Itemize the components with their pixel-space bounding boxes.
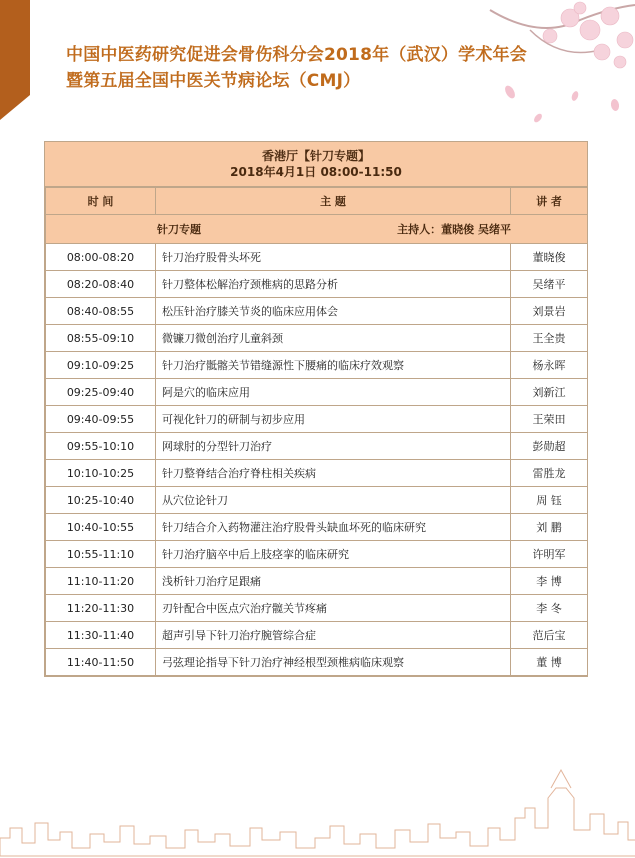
venue-title: 香港厅【针刀专题】 <box>261 149 370 163</box>
row-speaker: 杨永晖 <box>511 352 588 379</box>
row-speaker: 周 钰 <box>511 487 588 514</box>
row-speaker: 李 冬 <box>511 595 588 622</box>
row-speaker: 雷胜龙 <box>511 460 588 487</box>
table-row <box>46 595 588 622</box>
row-speaker: 王荣田 <box>511 406 588 433</box>
row-time: 08:40-08:55 <box>46 298 156 325</box>
row-speaker: 刘景岩 <box>511 298 588 325</box>
section-chair: 主持人：董晓俊 吴绪平 <box>397 223 511 236</box>
column-header-time: 时 间 <box>46 188 156 215</box>
row-speaker: 董晓俊 <box>511 244 588 271</box>
row-time: 08:55-09:10 <box>46 325 156 352</box>
row-topic: 网球肘的分型针刀治疗 <box>156 433 511 460</box>
row-time: 10:10-10:25 <box>46 460 156 487</box>
city-skyline-decoration <box>0 768 635 858</box>
table-row <box>46 568 588 595</box>
section-name: 针刀专题 <box>157 223 201 236</box>
row-speaker: 董 博 <box>511 649 588 676</box>
row-time: 09:55-10:10 <box>46 433 156 460</box>
table-row <box>46 325 588 352</box>
row-topic: 阿是穴的临床应用 <box>156 379 511 406</box>
column-header-row <box>46 188 588 215</box>
row-speaker: 吴绪平 <box>511 271 588 298</box>
row-speaker: 彭勋超 <box>511 433 588 460</box>
row-topic: 浅析针刀治疗足跟痛 <box>156 568 511 595</box>
row-time: 09:25-09:40 <box>46 379 156 406</box>
row-topic: 弓弦理论指导下针刀治疗神经根型颈椎病临床观察 <box>156 649 511 676</box>
schedule-header <box>45 142 587 187</box>
row-speaker: 刘 鹏 <box>511 514 588 541</box>
table-row <box>46 514 588 541</box>
row-topic: 松压针治疗膝关节炎的临床应用体会 <box>156 298 511 325</box>
table-row <box>46 298 588 325</box>
row-time: 11:10-11:20 <box>46 568 156 595</box>
table-row <box>46 352 588 379</box>
row-topic: 针刀治疗骶髂关节错缝源性下腰痛的临床疗效观察 <box>156 352 511 379</box>
schedule-table <box>44 141 588 677</box>
row-time: 11:30-11:40 <box>46 622 156 649</box>
table-row <box>46 622 588 649</box>
table-row <box>46 487 588 514</box>
row-speaker: 王全贵 <box>511 325 588 352</box>
table-row <box>46 271 588 298</box>
document-title <box>66 42 586 94</box>
row-topic: 从穴位论针刀 <box>156 487 511 514</box>
row-speaker: 李 博 <box>511 568 588 595</box>
row-time: 09:10-09:25 <box>46 352 156 379</box>
table-row <box>46 244 588 271</box>
row-time: 08:00-08:20 <box>46 244 156 271</box>
row-topic: 针刀治疗股骨头坏死 <box>156 244 511 271</box>
row-speaker: 刘新江 <box>511 379 588 406</box>
table-row <box>46 460 588 487</box>
row-time: 11:40-11:50 <box>46 649 156 676</box>
row-topic: 针刀整体松解治疗颈椎病的思路分析 <box>156 271 511 298</box>
row-topic: 超声引导下针刀治疗腕管综合症 <box>156 622 511 649</box>
row-time: 08:20-08:40 <box>46 271 156 298</box>
table-row <box>46 433 588 460</box>
row-topic: 针刀整脊结合治疗脊柱相关疾病 <box>156 460 511 487</box>
row-topic: 微镰刀微创治疗儿童斜颈 <box>156 325 511 352</box>
row-time: 10:55-11:10 <box>46 541 156 568</box>
row-speaker: 范后宝 <box>511 622 588 649</box>
session-datetime: 2018年4月1日 08:00-11:50 <box>230 165 402 179</box>
row-topic: 刃针配合中医点穴治疗髋关节疼痛 <box>156 595 511 622</box>
section-row <box>46 215 588 244</box>
row-time: 11:20-11:30 <box>46 595 156 622</box>
table-row <box>46 406 588 433</box>
row-time: 10:25-10:40 <box>46 487 156 514</box>
row-topic: 针刀治疗脑卒中后上肢痉挛的临床研究 <box>156 541 511 568</box>
table-row <box>46 541 588 568</box>
row-time: 09:40-09:55 <box>46 406 156 433</box>
row-time: 10:40-10:55 <box>46 514 156 541</box>
title-line-2: 暨第五届全国中医关节病论坛（CMJ） <box>66 71 361 91</box>
row-speaker: 许明军 <box>511 541 588 568</box>
table-row <box>46 649 588 676</box>
corner-ribbon <box>0 0 30 120</box>
column-header-topic: 主 题 <box>156 188 511 215</box>
agenda-table <box>45 187 588 676</box>
row-topic: 针刀结合介入药物灌注治疗股骨头缺血坏死的临床研究 <box>156 514 511 541</box>
column-header-speaker: 讲 者 <box>511 188 588 215</box>
table-row <box>46 379 588 406</box>
row-topic: 可视化针刀的研制与初步应用 <box>156 406 511 433</box>
title-line-1: 中国中医药研究促进会骨伤科分会2018年（武汉）学术年会 <box>66 45 527 65</box>
